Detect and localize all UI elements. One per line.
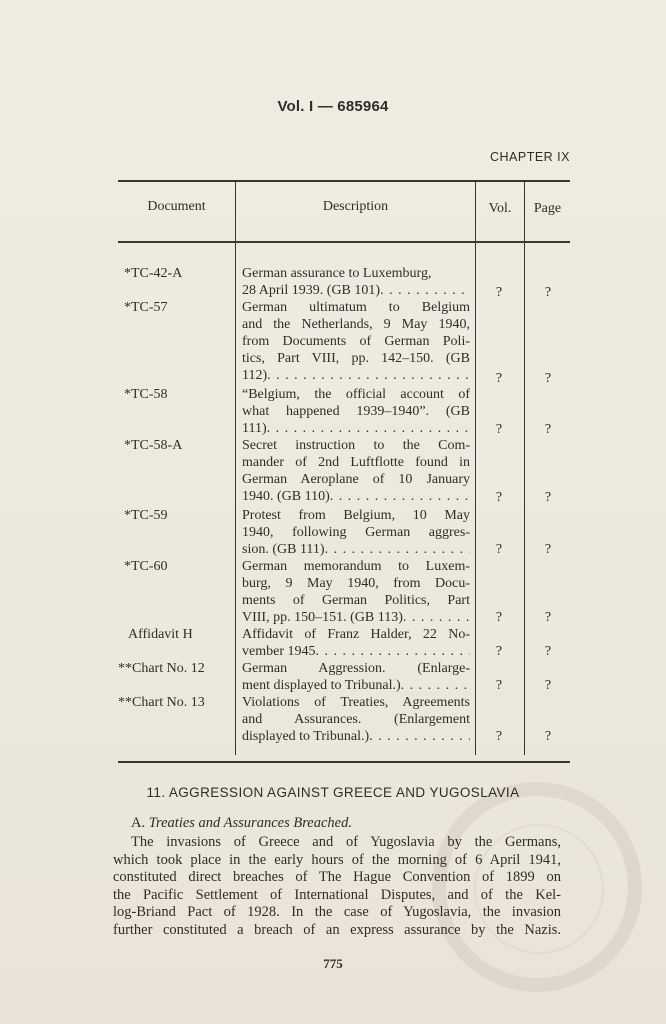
description-line: mander of 2nd Luftflotte found in xyxy=(242,455,470,470)
page-number: 775 xyxy=(323,956,343,971)
column-divider xyxy=(475,180,476,755)
table-row-vol: ? xyxy=(495,542,503,557)
paragraph-line: which took place in the early hours of the morning of 6 April 1941, xyxy=(113,851,561,868)
table-bottom-rule xyxy=(118,761,570,763)
description-line: German memorandum to Luxem- xyxy=(242,559,470,574)
table-row-page: ? xyxy=(544,422,552,437)
description-text: 112) xyxy=(242,368,268,383)
description-text: 111) xyxy=(242,421,267,436)
description-line: from Documents of German Poli- xyxy=(242,334,470,349)
dot-leader xyxy=(330,488,470,505)
table-row-description xyxy=(242,660,470,694)
description-line xyxy=(242,728,470,745)
table-row-description xyxy=(242,299,470,384)
description-line xyxy=(242,367,470,384)
table-top-rule xyxy=(118,180,570,182)
table-row-vol: ? xyxy=(495,678,503,693)
description-text: VIII, pp. 150–151. (GB 113) xyxy=(242,610,403,625)
table-row-vol: ? xyxy=(495,610,503,625)
dot-leader xyxy=(315,643,470,660)
description-text: sion. (GB 111) xyxy=(242,542,325,557)
table-header-rule xyxy=(118,241,570,243)
paragraph-line: log-Briand Pact of 1928. In the case of Yugoslavia, the invasion xyxy=(113,904,561,921)
description-line: Violations of Treaties, Agreements xyxy=(242,695,470,710)
table-row-document: Affidavit H xyxy=(128,627,193,642)
description-line: German Aeroplane of 10 January xyxy=(242,472,470,487)
table-row-document: *TC-42-A xyxy=(124,266,183,281)
description-text: displayed to Tribunal.) xyxy=(242,729,370,744)
description-line xyxy=(242,677,470,694)
table-row-description xyxy=(242,558,470,626)
table-row-page: ? xyxy=(544,490,552,505)
table-row-document: *TC-58 xyxy=(124,387,168,402)
table-row-vol: ? xyxy=(495,285,503,300)
description-line: burg, 9 May 1940, from Docu- xyxy=(242,576,470,591)
description-line: ments of German Politics, Part xyxy=(242,593,470,608)
description-line xyxy=(242,609,470,626)
table-row-description xyxy=(242,694,470,745)
table-row-vol: ? xyxy=(495,371,503,386)
dot-leader xyxy=(401,677,470,694)
section-title: 11. AGGRESSION AGAINST GREECE AND YUGOSLAVIA xyxy=(146,785,520,800)
description-text: 28 April 1939. (GB 101) xyxy=(242,283,381,298)
table-row-vol: ? xyxy=(495,422,503,437)
table-row-page: ? xyxy=(544,285,552,300)
document-table xyxy=(118,180,570,762)
table-row-description xyxy=(242,386,470,437)
description-line xyxy=(242,541,470,558)
table-row-document: **Chart No. 13 xyxy=(118,695,205,710)
description-text: 1940. (GB 110) xyxy=(242,489,330,504)
paragraph-line: further constituted a breach of an express assurance by the Nazis. xyxy=(113,921,561,938)
column-divider xyxy=(524,180,525,755)
description-line: German Aggression. (Enlarge- xyxy=(242,661,470,676)
subsection-letter: A. xyxy=(131,815,146,831)
description-line xyxy=(242,488,470,505)
header-page: Page xyxy=(533,201,562,216)
chapter-label: CHAPTER IX xyxy=(489,150,570,164)
description-line: Secret instruction to the Com- xyxy=(242,438,470,453)
dot-leader xyxy=(325,541,470,558)
description-text: vember 1945 xyxy=(242,644,316,659)
paragraph-line: the Pacific Settlement of International Disputes, and of the Kel- xyxy=(113,886,561,903)
dot-leader xyxy=(267,367,470,384)
paragraph-line: constituted direct breaches of The Hague Convention of 1899 on xyxy=(113,869,561,886)
description-line: “Belgium, the official account of xyxy=(242,387,470,402)
table-row-page: ? xyxy=(544,542,552,557)
paragraph-line: The invasions of Greece and of Yugoslavia by the Germans, xyxy=(131,834,561,850)
column-divider xyxy=(235,180,236,755)
table-row-document: *TC-59 xyxy=(124,508,168,523)
table-row-document: **Chart No. 12 xyxy=(118,661,205,676)
body-paragraph xyxy=(113,834,561,940)
description-line: Affidavit of Franz Halder, 22 No- xyxy=(242,627,470,642)
header-vol: Vol. xyxy=(488,201,512,216)
table-row-page: ? xyxy=(544,644,552,659)
description-line: 1940, following German aggres- xyxy=(242,525,470,540)
table-row-description xyxy=(242,265,470,299)
table-row-description xyxy=(242,507,470,558)
dot-leader xyxy=(369,728,470,745)
table-row-description xyxy=(242,626,470,660)
dot-leader xyxy=(267,420,470,437)
table-row-document: *TC-58-A xyxy=(124,438,183,453)
description-line: what happened 1939–1940”. (GB xyxy=(242,404,470,419)
table-row-document: *TC-60 xyxy=(124,559,168,574)
description-line: German assurance to Luxemburg, xyxy=(242,266,432,281)
subsection-heading xyxy=(131,815,352,832)
dot-leader xyxy=(380,282,470,299)
description-line xyxy=(242,420,470,437)
table-row-page: ? xyxy=(544,371,552,386)
description-line: Protest from Belgium, 10 May xyxy=(242,508,470,523)
table-row-vol: ? xyxy=(495,490,503,505)
table-row-page: ? xyxy=(544,678,552,693)
header-description: Description xyxy=(322,199,389,214)
subsection-title: Treaties and Assurances Breached. xyxy=(148,815,352,831)
description-line xyxy=(242,643,470,660)
table-row-vol: ? xyxy=(495,729,503,744)
table-row-page: ? xyxy=(544,729,552,744)
table-row-description xyxy=(242,437,470,505)
description-line: tics, Part VIII, pp. 142–150. (GB xyxy=(242,351,470,366)
description-line: and Assurances. (Enlargement xyxy=(242,712,470,727)
description-line xyxy=(242,282,470,299)
description-line: German ultimatum to Belgium xyxy=(242,300,470,315)
header-document: Document xyxy=(147,199,206,214)
table-row-vol: ? xyxy=(495,644,503,659)
description-line: and the Netherlands, 9 May 1940, xyxy=(242,317,470,332)
table-row-page: ? xyxy=(544,610,552,625)
dot-leader xyxy=(403,609,470,626)
description-text: ment displayed to Tribunal.) xyxy=(242,678,401,693)
table-row-document: *TC-57 xyxy=(124,300,168,315)
running-head: Vol. I — 685964 xyxy=(277,98,389,115)
